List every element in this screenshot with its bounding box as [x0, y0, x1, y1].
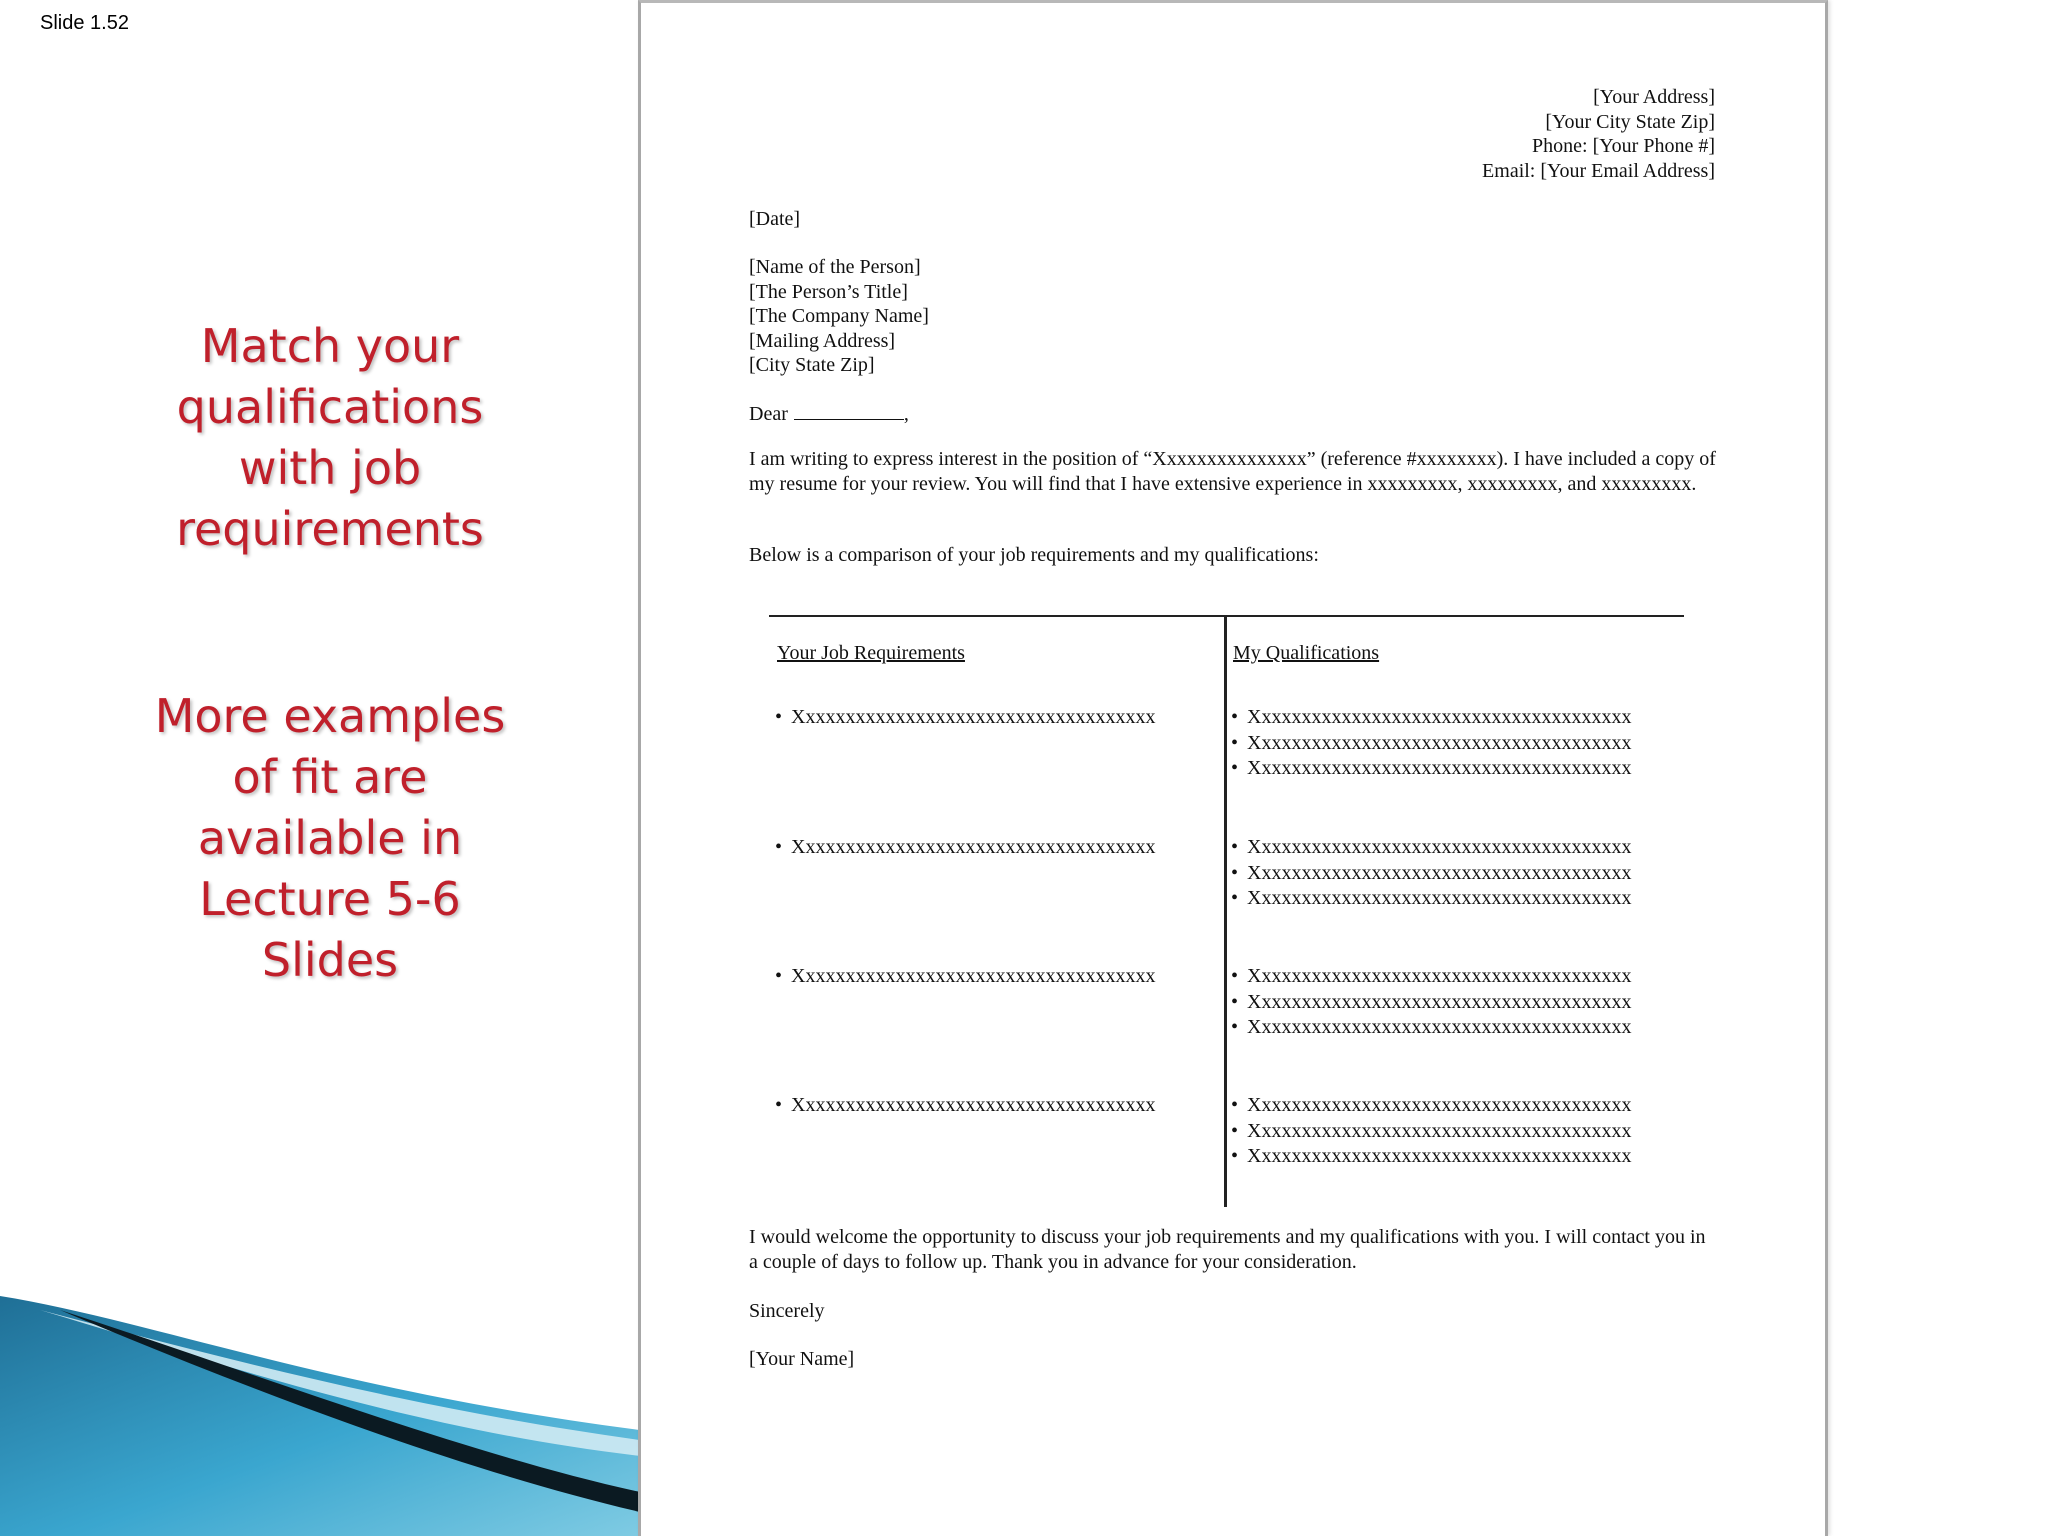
callout-line: Match your: [200, 319, 460, 373]
bullet-icon: •: [1231, 1119, 1239, 1142]
slide-number: Slide 1.52: [40, 12, 129, 34]
qualification-list: [1231, 835, 1631, 912]
qualification-list: [1231, 1093, 1631, 1170]
callout-line: More examples: [154, 689, 506, 743]
bullet-icon: •: [775, 1094, 783, 1116]
qualification-text: Xxxxxxxxxxxxxxxxxxxxxxxxxxxxxxxxxxxxxx: [1247, 757, 1632, 779]
signature-name: [Your Name]: [749, 1348, 855, 1370]
recipient-line: [Name of the Person]: [749, 256, 921, 278]
bullet-icon: •: [1231, 887, 1239, 909]
qualification-text: Xxxxxxxxxxxxxxxxxxxxxxxxxxxxxxxxxxxxxx: [1247, 965, 1632, 987]
decorative-swoosh: [0, 1280, 640, 1536]
bullet-icon: •: [1231, 1094, 1239, 1116]
closing-word: Sincerely: [749, 1300, 825, 1322]
requirements-header: Your Job Requirements: [777, 642, 965, 664]
requirement-text: Xxxxxxxxxxxxxxxxxxxxxxxxxxxxxxxxxxxx: [791, 1094, 1156, 1116]
qualification-text: Xxxxxxxxxxxxxxxxxxxxxxxxxxxxxxxxxxxxxx: [1247, 887, 1632, 909]
comparison-table: [769, 615, 1684, 1207]
sender-address: [1482, 85, 1715, 183]
bullet-icon: •: [1231, 706, 1239, 728]
bullet-icon: •: [775, 965, 783, 987]
qualification-text: Xxxxxxxxxxxxxxxxxxxxxxxxxxxxxxxxxxxxxx: [1247, 1016, 1632, 1038]
qualification-text: Xxxxxxxxxxxxxxxxxxxxxxxxxxxxxxxxxxxxxx: [1247, 990, 1632, 1013]
qualification-text: Xxxxxxxxxxxxxxxxxxxxxxxxxxxxxxxxxxxxxx: [1247, 836, 1632, 858]
letter-date: [Date]: [749, 208, 801, 230]
qualification-text: Xxxxxxxxxxxxxxxxxxxxxxxxxxxxxxxxxxxxxx: [1247, 1145, 1632, 1167]
comparison-intro: Below is a comparison of your job requirements and my qualifications:: [749, 544, 1319, 566]
sender-line: [Your City State Zip]: [1545, 110, 1715, 133]
recipient-address: [749, 255, 929, 378]
qualification-text: Xxxxxxxxxxxxxxxxxxxxxxxxxxxxxxxxxxxxxx: [1247, 731, 1632, 754]
qualification-text: Xxxxxxxxxxxxxxxxxxxxxxxxxxxxxxxxxxxxxx: [1247, 706, 1632, 728]
callout-line: with job: [238, 441, 422, 495]
requirement-text: Xxxxxxxxxxxxxxxxxxxxxxxxxxxxxxxxxxxx: [791, 965, 1156, 987]
closing-paragraph: I would welcome the opportunity to discuss your job requirements and my qualifications with you. I will contact you in a couple of days to follow up. Thank you in advance for your consideration.: [749, 1226, 1706, 1273]
requirement-item: [775, 1093, 1155, 1119]
qualification-list: [1231, 705, 1631, 782]
bullet-icon: •: [775, 836, 783, 858]
recipient-line: [Mailing Address]: [749, 329, 896, 352]
callout-line: qualifications: [176, 380, 484, 434]
requirement-text: Xxxxxxxxxxxxxxxxxxxxxxxxxxxxxxxxxxxx: [791, 836, 1156, 858]
callout-line: of fit are: [232, 750, 428, 804]
qualification-text: Xxxxxxxxxxxxxxxxxxxxxxxxxxxxxxxxxxxxxx: [1247, 861, 1632, 884]
bullet-icon: •: [1231, 965, 1239, 987]
bullet-icon: •: [775, 706, 783, 728]
table-divider: [1224, 617, 1227, 1207]
qualifications-header: My Qualifications: [1233, 642, 1380, 664]
salutation-comma: ,: [903, 403, 909, 425]
recipient-line: [The Company Name]: [749, 305, 929, 327]
bullet-icon: •: [1231, 861, 1239, 884]
recipient-line: [The Person’s Title]: [749, 280, 908, 303]
requirement-item: [775, 835, 1155, 861]
bullet-icon: •: [1231, 757, 1239, 779]
cover-letter-document: [638, 0, 1828, 1536]
bullet-icon: •: [1231, 1016, 1239, 1038]
callout-match-qualifications: [90, 316, 570, 560]
recipient-line: [City State Zip]: [749, 354, 875, 376]
qualification-list: [1231, 964, 1631, 1041]
sender-line: Phone: [Your Phone #]: [1532, 135, 1715, 157]
qualification-text: Xxxxxxxxxxxxxxxxxxxxxxxxxxxxxxxxxxxxxx: [1247, 1094, 1632, 1116]
callout-line: requirements: [176, 502, 484, 556]
callout-line: Lecture 5-6: [199, 872, 461, 926]
callout-more-examples: [90, 686, 570, 991]
requirement-text: Xxxxxxxxxxxxxxxxxxxxxxxxxxxxxxxxxxxx: [791, 706, 1156, 728]
callout-line: Slides: [261, 933, 399, 987]
salutation-blank: [794, 401, 904, 420]
requirement-item: [775, 705, 1155, 731]
salutation: [749, 401, 909, 427]
sender-line: [Your Address]: [1593, 86, 1715, 108]
salutation-text: Dear: [749, 403, 788, 425]
requirement-item: [775, 964, 1155, 990]
bullet-icon: •: [1231, 1145, 1239, 1167]
sender-line: Email: [Your Email Address]: [1482, 159, 1715, 182]
qualification-text: Xxxxxxxxxxxxxxxxxxxxxxxxxxxxxxxxxxxxxx: [1247, 1119, 1632, 1142]
bullet-icon: •: [1231, 731, 1239, 754]
intro-paragraph: I am writing to express interest in the position of “Xxxxxxxxxxxxxxx” (reference #xxxxxxxx). I have included a copy of my resume for your review. You will find that I have extensive experience in xxxxxxxxx, xxxxxxxxx, and xxxxxxxxx.: [749, 448, 1716, 495]
callout-line: available in: [197, 811, 463, 865]
bullet-icon: •: [1231, 836, 1239, 858]
bullet-icon: •: [1231, 990, 1239, 1013]
